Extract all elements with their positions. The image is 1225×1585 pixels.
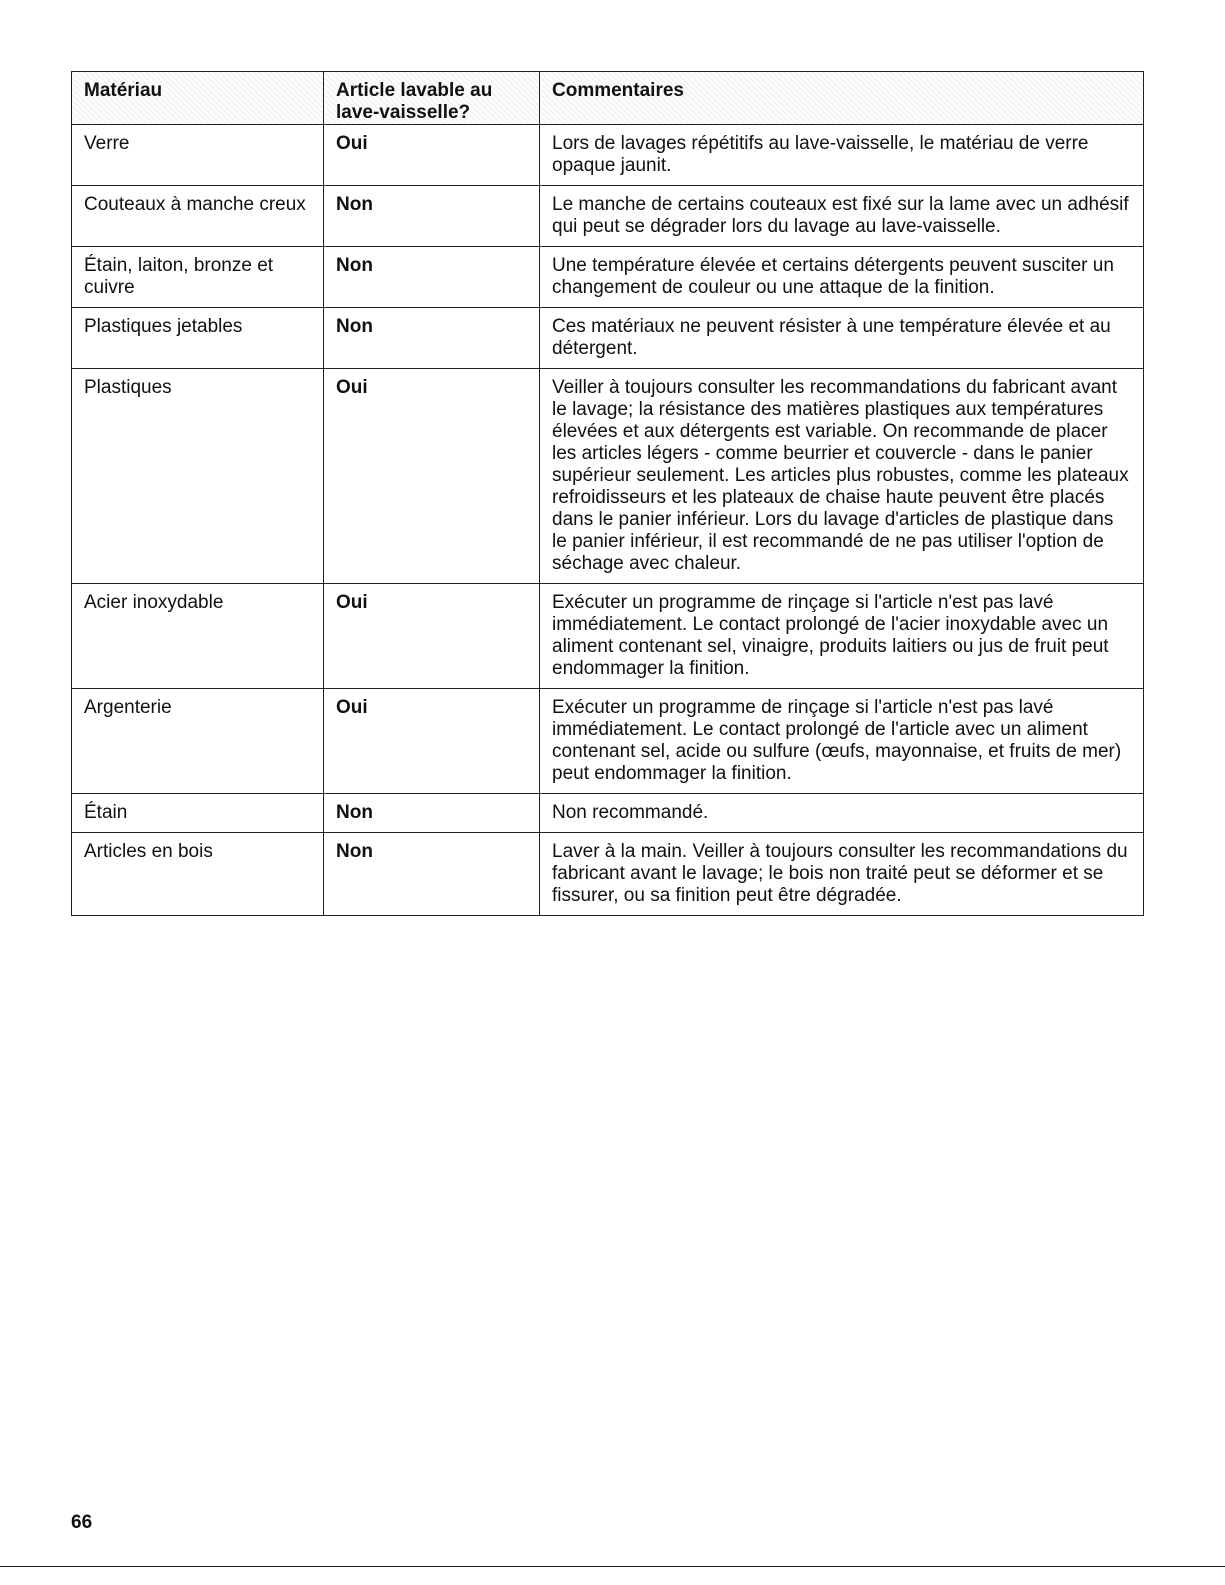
material-cell: Argenterie bbox=[72, 689, 324, 794]
dishwasher-safe-cell: Non bbox=[324, 186, 540, 247]
comment-cell: Non recommandé. bbox=[540, 794, 1144, 833]
table-row bbox=[72, 247, 1144, 308]
dishwasher-safe-cell: Non bbox=[324, 794, 540, 833]
table-row bbox=[72, 833, 1144, 916]
comment-cell: Laver à la main. Veiller à toujours consulter les recommandations du fabricant avant le lavage; le bois non traité peut se déformer et se fissurer, ou sa finition peut être dégradée. bbox=[540, 833, 1144, 916]
bottom-divider bbox=[0, 1566, 1225, 1567]
comment-cell: Veiller à toujours consulter les recommandations du fabricant avant le lavage; la résistance des matières plastiques aux températures élevées et aux détergents est variable. On recommande de placer les articles légers - comme beurrier et couvercle - dans le panier supérieur seulement. Les articles plus robustes, comme les plateaux refroidisseurs et les plateaux de chaise haute peuvent être placés dans le panier inférieur. Lors du lavage d'articles de plastique dans le panier inférieur, il est recommandé de ne pas utiliser l'option de séchage avec chaleur. bbox=[540, 369, 1144, 584]
dishwasher-safe-cell: Non bbox=[324, 247, 540, 308]
material-cell: Plastiques bbox=[72, 369, 324, 584]
page-number: 66 bbox=[71, 1512, 93, 1533]
table-row bbox=[72, 369, 1144, 584]
table-row bbox=[72, 186, 1144, 247]
material-cell: Plastiques jetables bbox=[72, 308, 324, 369]
table-row bbox=[72, 689, 1144, 794]
comment-cell: Ces matériaux ne peuvent résister à une température élevée et au détergent. bbox=[540, 308, 1144, 369]
comment-cell: Exécuter un programme de rinçage si l'article n'est pas lavé immédiatement. Le contact prolongé de l'acier inoxydable avec un aliment contenant sel, vinaigre, produits laitiers ou jus de fruit peut endommager la finition. bbox=[540, 584, 1144, 689]
header-comments: Commentaires bbox=[540, 72, 1144, 125]
table-row bbox=[72, 125, 1144, 186]
material-cell: Étain, laiton, bronze et cuivre bbox=[72, 247, 324, 308]
dishwasher-safe-cell: Non bbox=[324, 308, 540, 369]
dishwasher-safe-cell: Oui bbox=[324, 369, 540, 584]
comment-cell: Le manche de certains couteaux est fixé sur la lame avec un adhésif qui peut se dégrader lors du lavage au lave-vaisselle. bbox=[540, 186, 1144, 247]
header-dishwasher-safe: Article lavable au lave-vaisselle? bbox=[324, 72, 540, 125]
material-cell: Articles en bois bbox=[72, 833, 324, 916]
material-cell: Couteaux à manche creux bbox=[72, 186, 324, 247]
dishwasher-safe-cell: Oui bbox=[324, 584, 540, 689]
comment-cell: Une température élevée et certains détergents peuvent susciter un changement de couleur ou une attaque de la finition. bbox=[540, 247, 1144, 308]
comment-cell: Lors de lavages répétitifs au lave-vaisselle, le matériau de verre opaque jaunit. bbox=[540, 125, 1144, 186]
table-body bbox=[72, 125, 1144, 916]
material-cell: Verre bbox=[72, 125, 324, 186]
header-row bbox=[72, 72, 1144, 125]
table-row bbox=[72, 584, 1144, 689]
material-cell: Étain bbox=[72, 794, 324, 833]
material-cell: Acier inoxydable bbox=[72, 584, 324, 689]
dishwasher-safe-cell: Oui bbox=[324, 125, 540, 186]
table-row bbox=[72, 308, 1144, 369]
dishwasher-safe-cell: Non bbox=[324, 833, 540, 916]
table-header bbox=[72, 72, 1144, 125]
dishwasher-safe-cell: Oui bbox=[324, 689, 540, 794]
header-material: Matériau bbox=[72, 72, 324, 125]
materials-table bbox=[71, 71, 1144, 916]
table-row bbox=[72, 794, 1144, 833]
comment-cell: Exécuter un programme de rinçage si l'article n'est pas lavé immédiatement. Le contact prolongé de l'article avec un aliment contenant sel, acide ou sulfure (œufs, mayonnaise, et fruits de mer) peut endommager la finition. bbox=[540, 689, 1144, 794]
